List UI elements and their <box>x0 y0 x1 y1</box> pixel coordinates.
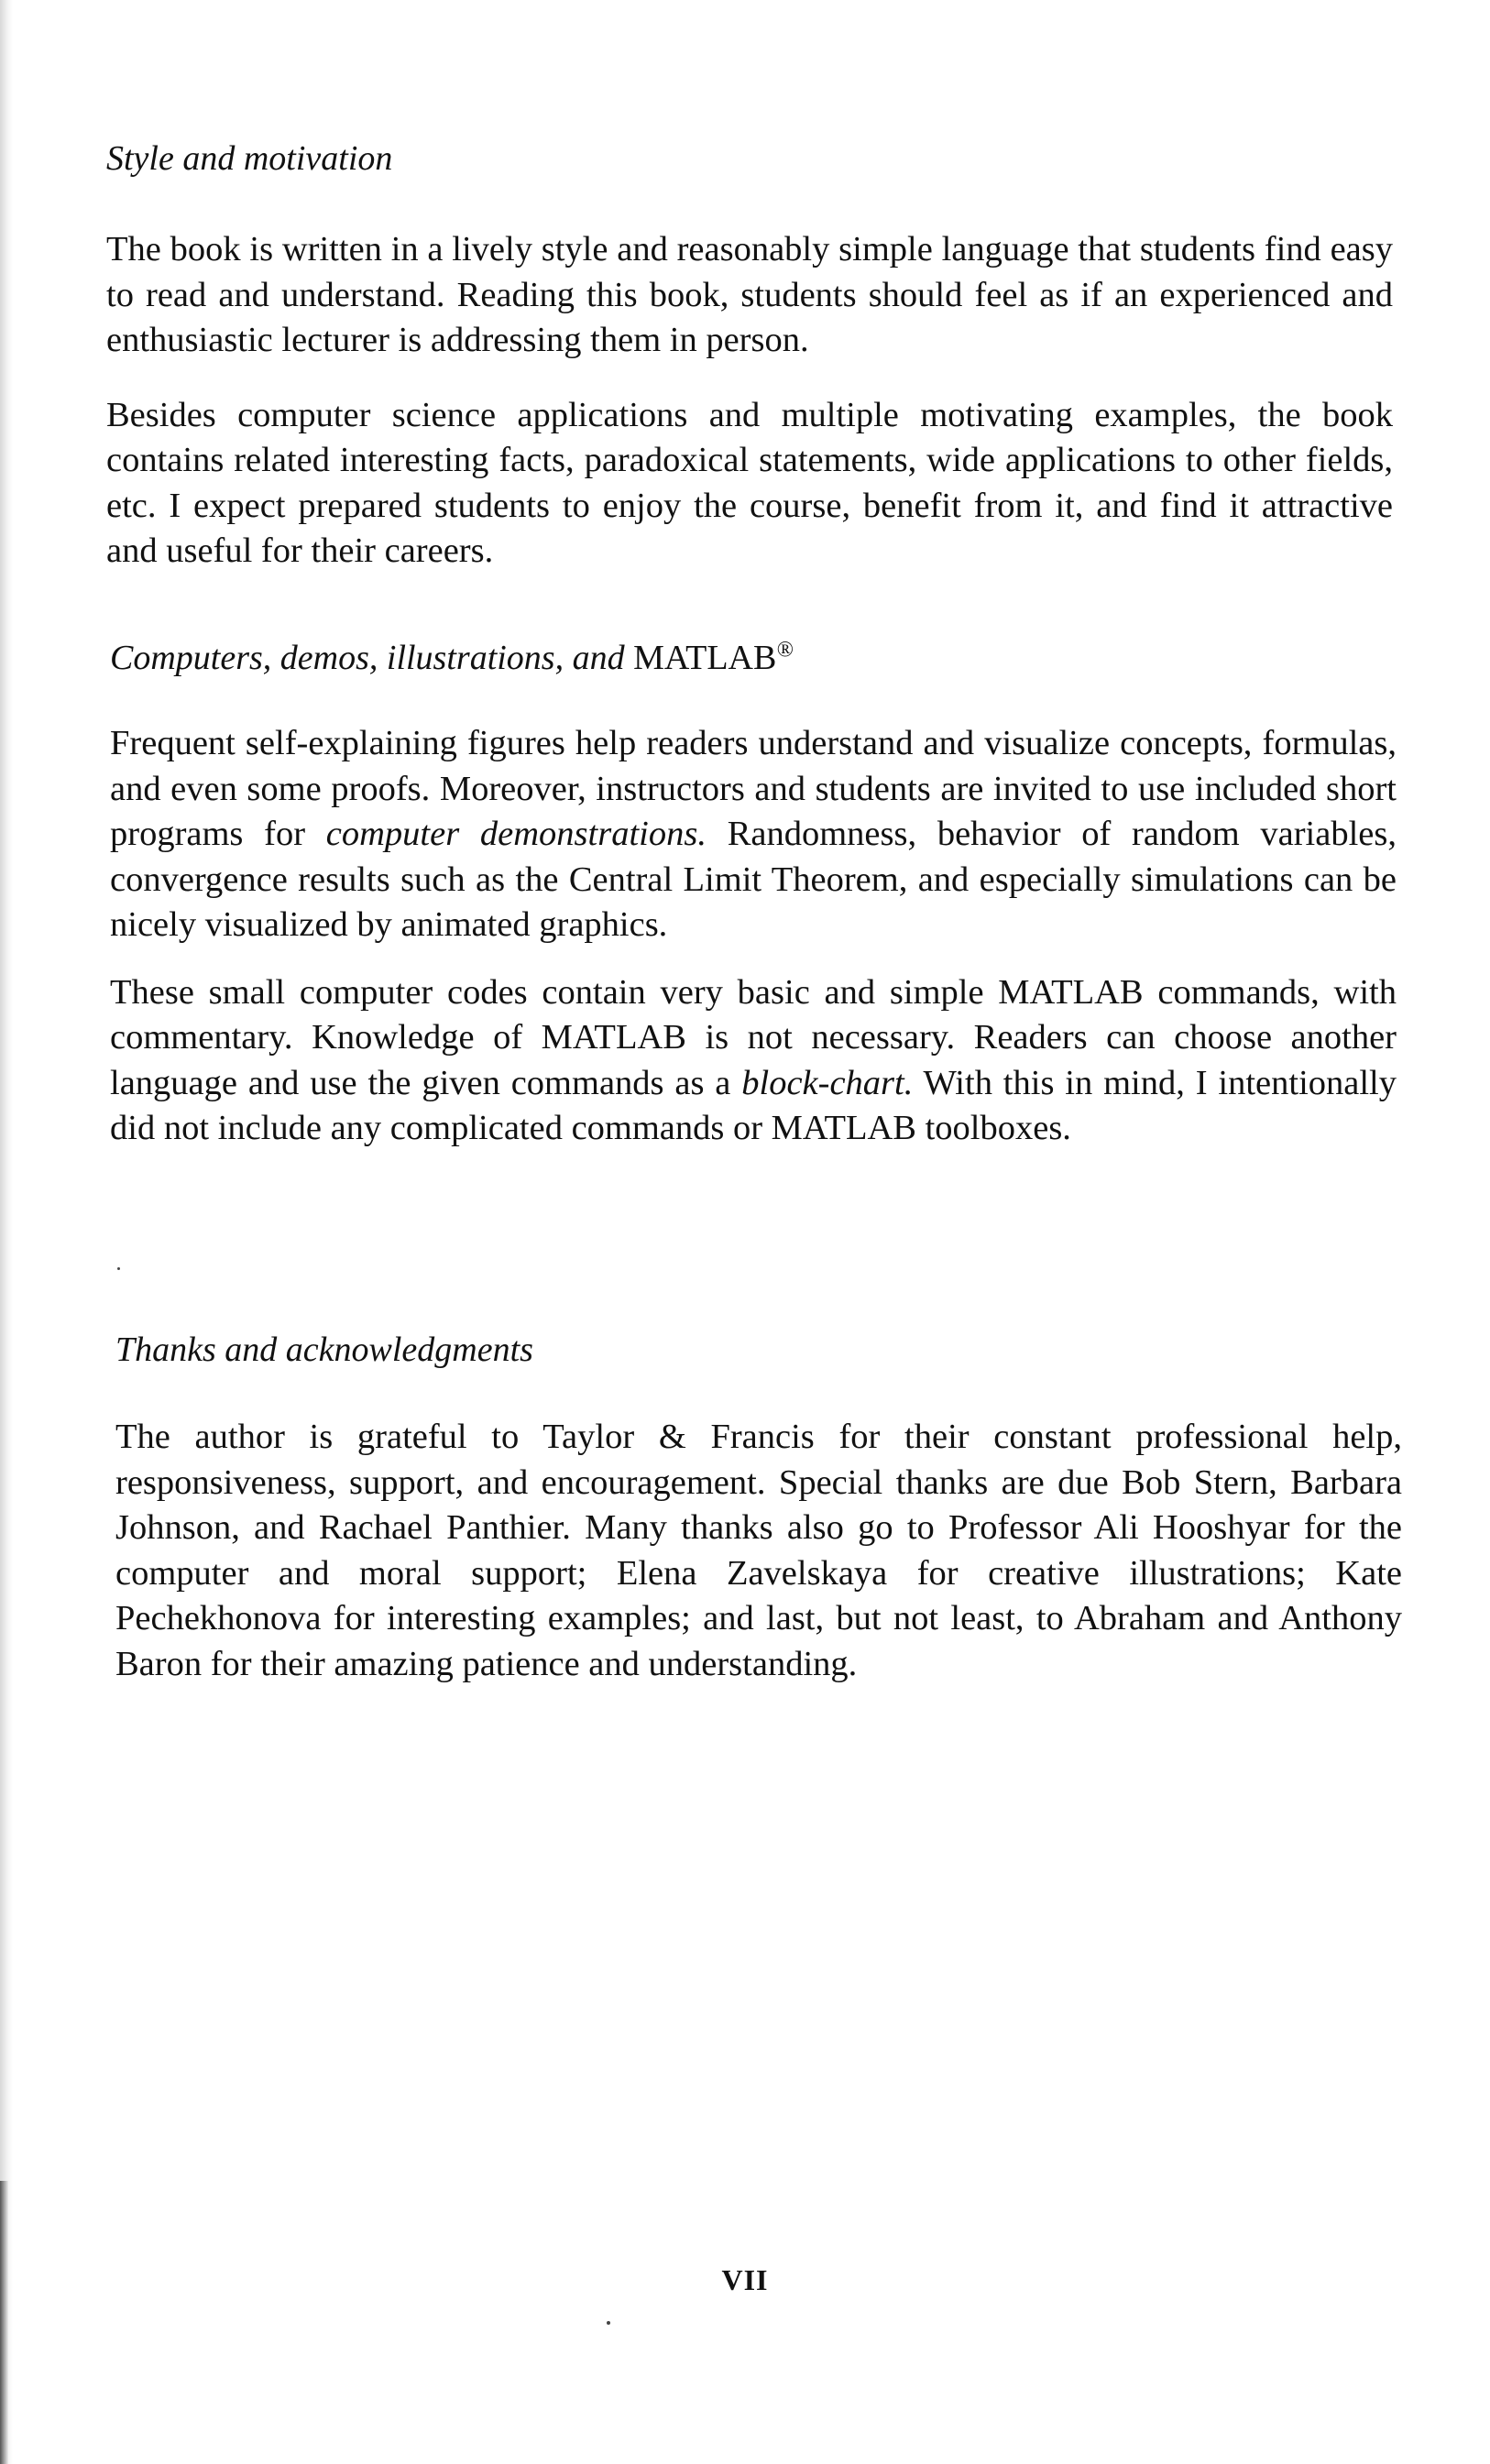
paragraph: The book is written in a lively style and reasonably simple language that students find easy to read and understand. Reading this book, students should feel as if an experienced and enthusiastic lecturer is addressing them in person. <box>106 230 1393 359</box>
emphasis-text: computer demonstrations. <box>325 815 707 853</box>
page-number: VII <box>721 2263 769 2296</box>
scan-speck <box>117 1267 120 1270</box>
registered-mark: ® <box>776 638 794 663</box>
section-heading: Thanks and acknowledgments <box>115 1331 533 1369</box>
paragraph: Besides computer science applications and multiple motivating examples, the book contains related interesting facts, paradoxical statements, wide applications to other fields, etc. I expect prepared students to enjoy the course, benefit from it, and find it attractive and useful for their careers. <box>106 395 1393 570</box>
section-computers-demos <box>110 637 1397 1152</box>
page-edge-shadow <box>0 2181 9 2464</box>
paragraph-text: With this in mind, I intentionally did not include any complicated commands or MATLAB toolboxes. <box>110 1063 1397 1147</box>
heading-italic-part: Computers, demos, illustrations, and <box>110 639 625 677</box>
section-heading <box>110 637 1397 679</box>
page-spine-shadow <box>0 0 13 2464</box>
paragraph: The author is grateful to Taylor & Francis for their constant professional help, responsiveness, support, and encouragement. Special thanks are due Bob Stern, Barbara Johnson, and Rachael Panthier. Many thanks also go to Professor Ali Hooshyar for the computer and moral support; Elena Zavelskaya for creative illustrations; Kate Pechekhonova for interesting examples; and last, but not least, to Abraham and Anthony Baron for their amazing patience and understanding. <box>115 1418 1402 1683</box>
section-heading: Style and motivation <box>106 139 393 178</box>
paragraph-text: Frequent self-explaining figures help readers understand and visualize concepts, formulas, and even some proofs. Moreover, instructors and students are invited to use included short programs for <box>110 724 1397 853</box>
emphasis-text: block-chart. <box>741 1063 914 1102</box>
section-style-motivation <box>106 137 1393 575</box>
paragraph <box>110 970 1397 1152</box>
paragraph <box>110 721 1397 948</box>
paragraph-text: Randomness, behavior of random variables, convergence results such as the Central Limit Theorem, and especially simulations can be nicely visualized by animated graphics. <box>110 815 1397 944</box>
scan-speck <box>607 2321 610 2325</box>
section-thanks <box>115 1329 1402 1687</box>
paragraph-text: These small computer codes contain very basic and simple MATLAB commands, with commentary. Knowledge of MATLAB is not necessary. Readers can choose another language and use the given commands as a <box>110 972 1397 1102</box>
heading-plain-part: MATLAB <box>633 639 777 677</box>
